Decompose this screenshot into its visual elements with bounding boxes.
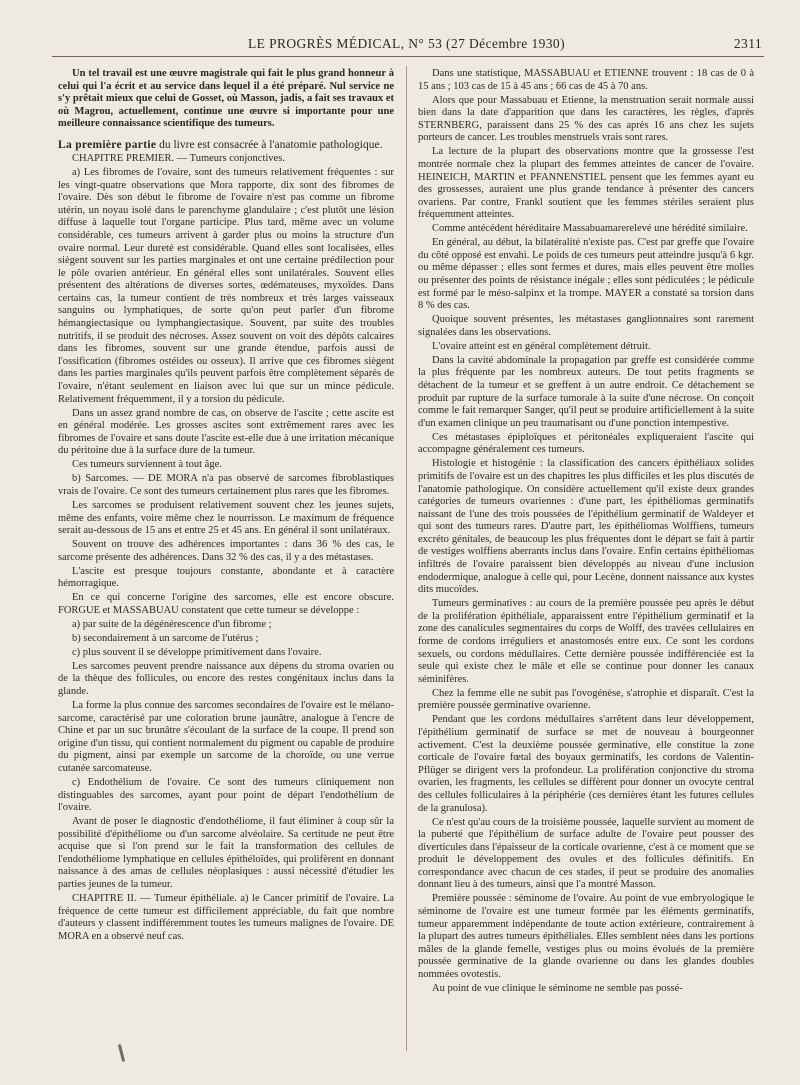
paragraph: Avant de poser le diagnostic d'endothéliome, il faut éliminer à coup sûr la possibilité d'épithéliome ou d'un sarcome alvéolaire. Sa certitude ne peut être acquise que si l'on prend sur le fait la transformation des cellules de l'endothéliome lymphatique en cellules épithéloïdes, qui prolifèrent en donnant naissance à des amas de cellules néoplasiques : aussi nécessité d'étudier les parties jeunes de la tumeur. xyxy=(58,816,394,891)
right-column xyxy=(418,68,754,997)
paragraph: CHAPITRE II. — Tumeur épithéliale. a) le Cancer primitif de l'ovaire. La fréquence de cette tumeur est difficilement appréciable, du fait que nombre d'auteurs y classent indifféremment toutes les tumeurs malignes de l'ovaire. DE MORA en a observé neuf cas. xyxy=(58,893,394,942)
paragraph: Première poussée : séminome de l'ovaire. Au point de vue embryologique le séminome de l'ovaire est une tumeur formée par les éléments germinatifs, tumeur apparemment indépendante de toute action extérieure, contrairement à la plupart des autres tumeurs épithéliales. Elles semblent nées dans les portions mâles de la glande femelle, vestiges plus ou moins évolués de la première poussée germinative de la glande ovarienne ou dans les glandes doubles nommées ovotestis. xyxy=(418,893,754,981)
paragraph: En général, au début, la bilatéralité n'existe pas. C'est par greffe que l'ovaire du côté opposé est envahi. Le poids de ces tumeurs peut atteindre jusqu'à 6 kgr. ou même dépasser ; elles sont fermes et dures, mais elles peuvent être molles ou présenter des points de résistance inégale ; elles sont pédiculées ; le pédicule est formé par le méso-salpinx et la trompe. MAYER a constaté sa torsion dans 8 % des cas. xyxy=(418,237,754,312)
paragraph: Comme antécédent héréditaire Massabuamarerelevé une hérédité similaire. xyxy=(432,223,748,235)
paragraph: Ces tumeurs surviennent à tout âge. xyxy=(72,459,222,471)
list-item: a) par suite de la dégénérescence d'un fibrome ; xyxy=(72,618,272,630)
column-divider xyxy=(406,66,407,1051)
paragraph: CHAPITRE PREMIER. — Tumeurs conjonctives. xyxy=(72,152,285,164)
paragraph: Tumeurs germinatives : au cours de la première poussée peu après le début de la prolifération épithéliale, apparaissent entre l'épithélium germinatif et la zone des canalicules segmentaires du corps de Wolff, des travées cellulaires en forme de cordons irréguliers et anastomosés entre eux. Ce sont les cordons sexuels, ou cordons médullaires. Cette dernière poussée indifférenciée est la seule qui existe chez le mâle et elle se continue pour donner les canaux séminifères. xyxy=(418,598,754,685)
section-lead: La première partie xyxy=(58,138,157,151)
paragraph: Dans la cavité abdominale la propagation par greffe est considérée comme la plus fréquente par les nombreux auteurs. De tout petits fragments se détachent de la tumeur et se greffent à un autre endroit. Ce détachement se produit par rupture de la surface tumorale à la suite d'une nécrose. On conçoit comme le fait remarquer Sanger, qu'il peut se produire artificiellement à la suite d'un examen clinique un peu traumatisant ou d'une ponction intempestive. xyxy=(418,354,754,429)
page-number: 2311 xyxy=(733,36,762,51)
left-column xyxy=(58,68,394,945)
paragraph: Quoique souvent présentes, les métastases ganglionnaires sont rarement signalées dans les observations. xyxy=(418,314,754,338)
paragraph: La forme la plus connue des sarcomes secondaires de l'ovaire est le mélano-sarcome, caractérisé par une coloration brune jaunâtre, analogue à l'encre de Chine et par un suc brunâtre s'écoulant de la surface de la coupe. Il prend son origine d'un tissu, qui contient normalement du pigment ou capable de produire du pigment, ainsi par exemple un sarcome de la choroïde, ou une verrue cutanée sarcomateuse. xyxy=(58,699,394,774)
paragraph: c) Endothélium de l'ovaire. Ce sont des tumeurs cliniquement non distinguables des sarcomes, ayant pour point de départ l'endothélium de l'ovaire. xyxy=(58,776,394,814)
section-heading xyxy=(58,139,394,152)
paragraph: a) Les fibromes de l'ovaire, sont des tumeurs relativement fréquentes : sur les vingt-quatre observations que Mora rapporte, dix sont des fibromes de l'ovaire. Dès son début le fibrome de l'ovaire n'est pas comme un fibrome utérin, un noyau isolé dans le parenchyme glandulaire ; c'est plutôt une lésion diffuse à laquelle tout l'organe participe. Plus tard, même avec un volume considérable, ces tumeurs arrivent à garder plus ou moins la structure d'un ovaire normal. Leur dureté est considérable. Quand elles sont localisées, elles siègent souvent sur les parties marginales et ont une certaine prédilection pour le pôle ovarien antérieur. En général elles sont unilatérales. Souvent elles présentent des altérations de diverses sortes, œdémateuses, myxoïdes. Dans certains cas, la tumeur contient de très nombreux et très larges vaisseaux sanguins ou lymphatiques, de sorte qu'on peut parler d'un fibrome hémangiectasique ou lymphangiectasique. Souvent, par suite des troubles nutritifs, il se produit des nécroses. Assez souvent on voit des dépôts calcaires dans les fibromes, souvent sur une grande étendue, parfois aussi de l'ossification (fibromes ostéides ou osseux). Il arrive que ces fibromes siègent dans les parties marginales qu'ils peuvent parfois être complètement séparés de l'ovaire, n'étant seulement en liaison avec lui que sur un mince pédicule. Relativement fréquemment, il y a torsion du pédicule. xyxy=(58,166,394,405)
paragraph: Chez la femme elle ne subit pas l'ovogénèse, s'atrophie et disparaît. C'est la première poussée germinative ovarienne. xyxy=(418,687,754,712)
paragraph: b) Sarcomes. — DE MORA n'a pas observé de sarcomes fibroblastiques vrais de l'ovaire. Ce sont des tumeurs certainement plus rares que les fibromes. xyxy=(58,473,394,497)
paragraph: Ces métastases épiploïques et péritonéales expliqueraient l'ascite qui accompagne généralement ces tumeurs. xyxy=(418,431,754,456)
section-rest: du livre est consacrée à l'anatomie pathologique. xyxy=(156,138,383,151)
paragraph: Souvent on trouve des adhérences importantes : dans 36 % des cas, le sarcome présente des adhérences. Dans 32 % des cas, il y a des métastases. xyxy=(58,539,394,563)
paragraph: Alors que pour Massabuau et Etienne, la menstruation serait normale aussi bien dans la date d'apparition que dans les caractères, les règles, d'après STERNBERG, paraissent dans 25 % des cas après 16 ans chez les sujets porteurs de cancer. Les troubles menstruels vrais sont rares. xyxy=(418,94,754,144)
paragraph: Pendant que les cordons médullaires s'arrêtent dans leur développement, l'épithélium germinatif de surface se met de nouveau à bourgeonner activement. C'est la deuxième poussée germinative, elle constitue la zone corticale de l'ovaire fœtal des boyaux germinatifs, les cordons de Valentin-Pflüger se dirigent vers la profondeur. La prolifération conjonctive du stroma ovarien, les fragments, les cellules se diffèrent pour donner un ovocyte central des cellules folliculaires à la périphérie (ces dernières étant les futures cellules de la granulosa). xyxy=(418,714,754,814)
paragraph: Dans un assez grand nombre de cas, on observe de l'ascite ; cette ascite est en général modérée. Les grosses ascites sont extrêmement rares avec les fibromes de l'ovaire et sans doute l'ascite est-elle due à une irritation mécanique du péritoine due à la surface dure de la tumeur. xyxy=(58,407,394,457)
ink-mark xyxy=(118,1044,125,1062)
paragraph: Ce n'est qu'au cours de la troisième poussée, laquelle survient au moment de la puberté que l'épithélium de surface adulte de l'ovaire peut pousser des diverticules dans l'épaisseur de la corticale ovarienne, c'est à ce moment que se produit le développement des ovules et des follicules définitifs. En correspondance avec chacun de ces stades, il peut se produire des anomalies donnant lieu à des tumeurs, ainsi que l'a montré Masson. xyxy=(418,816,754,891)
paragraph: La lecture de la plupart des observations montre que la grossesse l'est montrée normale chez la plupart des femmes atteintes de cancer de l'ovaire. HEINEICH, MARTIN et PFANNENSTIEL pensent que les femmes ayant eu des grossesses, auraient une plus grande tendance à présenter des cancers ovariens. Par contre, Frankl soutient que les femmes stériles seraient plus fréquemment atteintes. xyxy=(418,146,754,221)
list-item: b) secondairement à un sarcome de l'utérus ; xyxy=(72,632,259,644)
paragraph: Dans une statistique, MASSABUAU et ETIENNE trouvent : 18 cas de 0 à 15 ans ; 103 cas de 15 à 45 ans ; 66 cas de 45 à 70 ans. xyxy=(418,68,754,92)
paragraph: En ce qui concerne l'origine des sarcomes, elle est encore obscure. FORGUE et MASSABUAU constatent que cette tumeur se développe : xyxy=(58,592,394,616)
paragraph: Au point de vue clinique le séminome ne semble pas possé- xyxy=(432,983,683,995)
journal-title: LE PROGRÈS MÉDICAL, N° 53 (27 Décembre 1930) xyxy=(248,36,565,51)
list-item: c) plus souvent il se développe primitivement dans l'ovaire. xyxy=(72,646,322,658)
paragraph: Les sarcomes peuvent prendre naissance aux dépens du stroma ovarien ou de la thèque des follicules, ou encore des restes congénitaux inclus dans la glande. xyxy=(58,660,394,697)
intro-paragraph: Un tel travail est une œuvre magistrale qui fait le plus grand honneur à celui qui l'a écrit et au service dans lequel il a été préparé. Nul service ne s'y prêtait mieux que celui de Gosset, où Masson, jadis, a fait ses travaux et où Magrou, actuellement, continue une œuvre si importante pour une meilleure connaissance scientifique des tumeurs. xyxy=(58,68,394,130)
paragraph: L'ovaire atteint est en général complètement détruit. xyxy=(432,340,651,352)
header-rule xyxy=(52,56,764,57)
paragraph: L'ascite est presque toujours constante, abondante et à caractère hémorragique. xyxy=(58,565,394,590)
paragraph: Histologie et histogénie : la classification des cancers épithéliaux solides primitifs de l'ovaire est un des chapitres les plus difficiles et les plus discutés de l'anatomie pathologique. On considère actuellement qu'il existe deux grandes catégories de tumeurs ovariennes : d'une part, les épithéliomas germinatifs naissant de l'une des trois poussées de l'épithélium germinatif de Waldeyer et qui sont des tumeurs rares. D'autre part, les épithéliomas Wolffiens, tumeurs excréto génitales, de beaucoup les plus fréquentes dont le départ se fait à partir de vestiges wolffiens aberrants inclus dans l'ovaire. Enfin certains épithéliomas infiltrés de l'ovaire paraissent bien développés au niveau d'une inclusion endodermique, analogue à celle qui, pour Lecène, donnent naissance aux kystes dits mucoïdes. xyxy=(418,458,754,596)
running-header xyxy=(58,36,762,54)
paragraph: Les sarcomes se produisent relativement souvent chez les jeunes sujets, même des enfants, voire même chez le nourrisson. Le maximum de fréquence serait au-dessous de 15 ans et entre 25 et 45 ans. En général il sont unilatéraux. xyxy=(58,499,394,537)
